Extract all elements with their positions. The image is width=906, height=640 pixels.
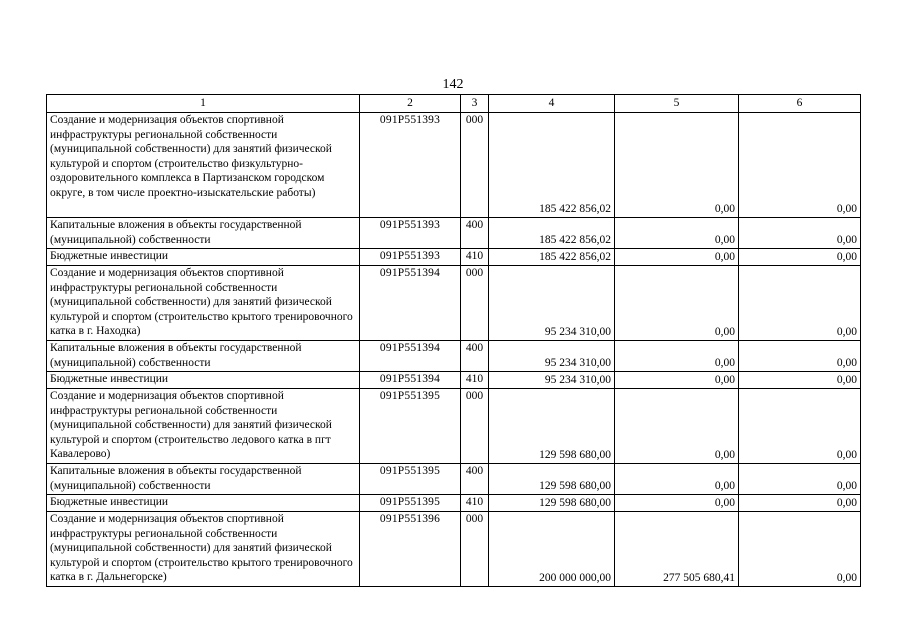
row-name: Бюджетные инвестиции [47, 372, 360, 389]
column-header-2: 2 [360, 95, 461, 113]
row-value-6: 0,00 [739, 372, 861, 389]
row-code: 091P551393 [360, 249, 461, 266]
row-value-5: 0,00 [615, 341, 739, 372]
row-type: 000 [461, 113, 489, 218]
row-value-5: 0,00 [615, 495, 739, 512]
table-row [47, 389, 861, 464]
row-value-4: 185 422 856,02 [489, 249, 615, 266]
row-value-5: 0,00 [615, 266, 739, 341]
row-code: 091P551394 [360, 372, 461, 389]
row-value-5: 0,00 [615, 218, 739, 249]
table-header-row [47, 95, 861, 113]
row-name: Создание и модернизация объектов спортивной инфраструктуры региональной собственности (муниципальной собственности) для занятий физической культурой и спортом (строительство физкультурно-оздоровительного комплекса в Партизанском городском округе, в том числе проектно-изыскательские работы) [47, 113, 360, 218]
row-code: 091P551394 [360, 266, 461, 341]
row-value-4: 95 234 310,00 [489, 266, 615, 341]
table-row [47, 266, 861, 341]
row-code: 091P551393 [360, 218, 461, 249]
row-value-4: 129 598 680,00 [489, 464, 615, 495]
row-value-5: 0,00 [615, 464, 739, 495]
table-row [47, 218, 861, 249]
row-code: 091P551396 [360, 512, 461, 587]
page-number: 142 [442, 77, 464, 92]
row-value-6: 0,00 [739, 495, 861, 512]
column-header-1: 1 [47, 95, 360, 113]
row-type: 410 [461, 249, 489, 266]
row-value-4: 185 422 856,02 [489, 218, 615, 249]
row-name: Бюджетные инвестиции [47, 249, 360, 266]
row-value-4: 200 000 000,00 [489, 512, 615, 587]
row-name: Создание и модернизация объектов спортивной инфраструктуры региональной собственности (муниципальной собственности) для занятий физической культурой и спортом (строительство ледового катка в пгт Кавалерово) [47, 389, 360, 464]
row-name: Капитальные вложения в объекты государственной (муниципальной) собственности [47, 341, 360, 372]
row-value-6: 0,00 [739, 218, 861, 249]
table-row [47, 113, 861, 218]
table-row [47, 372, 861, 389]
row-value-5: 0,00 [615, 113, 739, 218]
table-row [47, 341, 861, 372]
column-header-5: 5 [615, 95, 739, 113]
row-type: 410 [461, 495, 489, 512]
column-header-6: 6 [739, 95, 861, 113]
row-name: Создание и модернизация объектов спортивной инфраструктуры региональной собственности (муниципальной собственности) для занятий физической культурой и спортом (строительство крытого тренировочного катка в г. Дальнегорске) [47, 512, 360, 587]
row-type: 000 [461, 266, 489, 341]
row-value-6: 0,00 [739, 266, 861, 341]
row-name: Бюджетные инвестиции [47, 495, 360, 512]
table-row [47, 512, 861, 587]
column-header-4: 4 [489, 95, 615, 113]
table-row [47, 495, 861, 512]
row-value-6: 0,00 [739, 341, 861, 372]
row-type: 000 [461, 389, 489, 464]
row-value-5: 277 505 680,41 [615, 512, 739, 587]
row-value-4: 185 422 856,02 [489, 113, 615, 218]
row-value-6: 0,00 [739, 512, 861, 587]
row-value-6: 0,00 [739, 464, 861, 495]
row-code: 091P551394 [360, 341, 461, 372]
row-name: Создание и модернизация объектов спортивной инфраструктуры региональной собственности (муниципальной собственности) для занятий физической культурой и спортом (строительство крытого тренировочного катка в г. Находка) [47, 266, 360, 341]
table-row [47, 249, 861, 266]
column-header-3: 3 [461, 95, 489, 113]
table-row [47, 464, 861, 495]
row-code: 091P551395 [360, 495, 461, 512]
row-value-6: 0,00 [739, 249, 861, 266]
row-value-5: 0,00 [615, 389, 739, 464]
row-type: 400 [461, 218, 489, 249]
row-code: 091P551395 [360, 464, 461, 495]
row-value-6: 0,00 [739, 389, 861, 464]
row-value-4: 129 598 680,00 [489, 389, 615, 464]
row-code: 091P551395 [360, 389, 461, 464]
row-type: 400 [461, 341, 489, 372]
row-type: 000 [461, 512, 489, 587]
row-value-5: 0,00 [615, 249, 739, 266]
row-name: Капитальные вложения в объекты государственной (муниципальной) собственности [47, 218, 360, 249]
row-type: 410 [461, 372, 489, 389]
row-type: 400 [461, 464, 489, 495]
row-value-6: 0,00 [739, 113, 861, 218]
row-code: 091P551393 [360, 113, 461, 218]
row-name: Капитальные вложения в объекты государственной (муниципальной) собственности [47, 464, 360, 495]
row-value-4: 95 234 310,00 [489, 372, 615, 389]
row-value-4: 95 234 310,00 [489, 341, 615, 372]
budget-table [46, 94, 861, 587]
row-value-5: 0,00 [615, 372, 739, 389]
row-value-4: 129 598 680,00 [489, 495, 615, 512]
